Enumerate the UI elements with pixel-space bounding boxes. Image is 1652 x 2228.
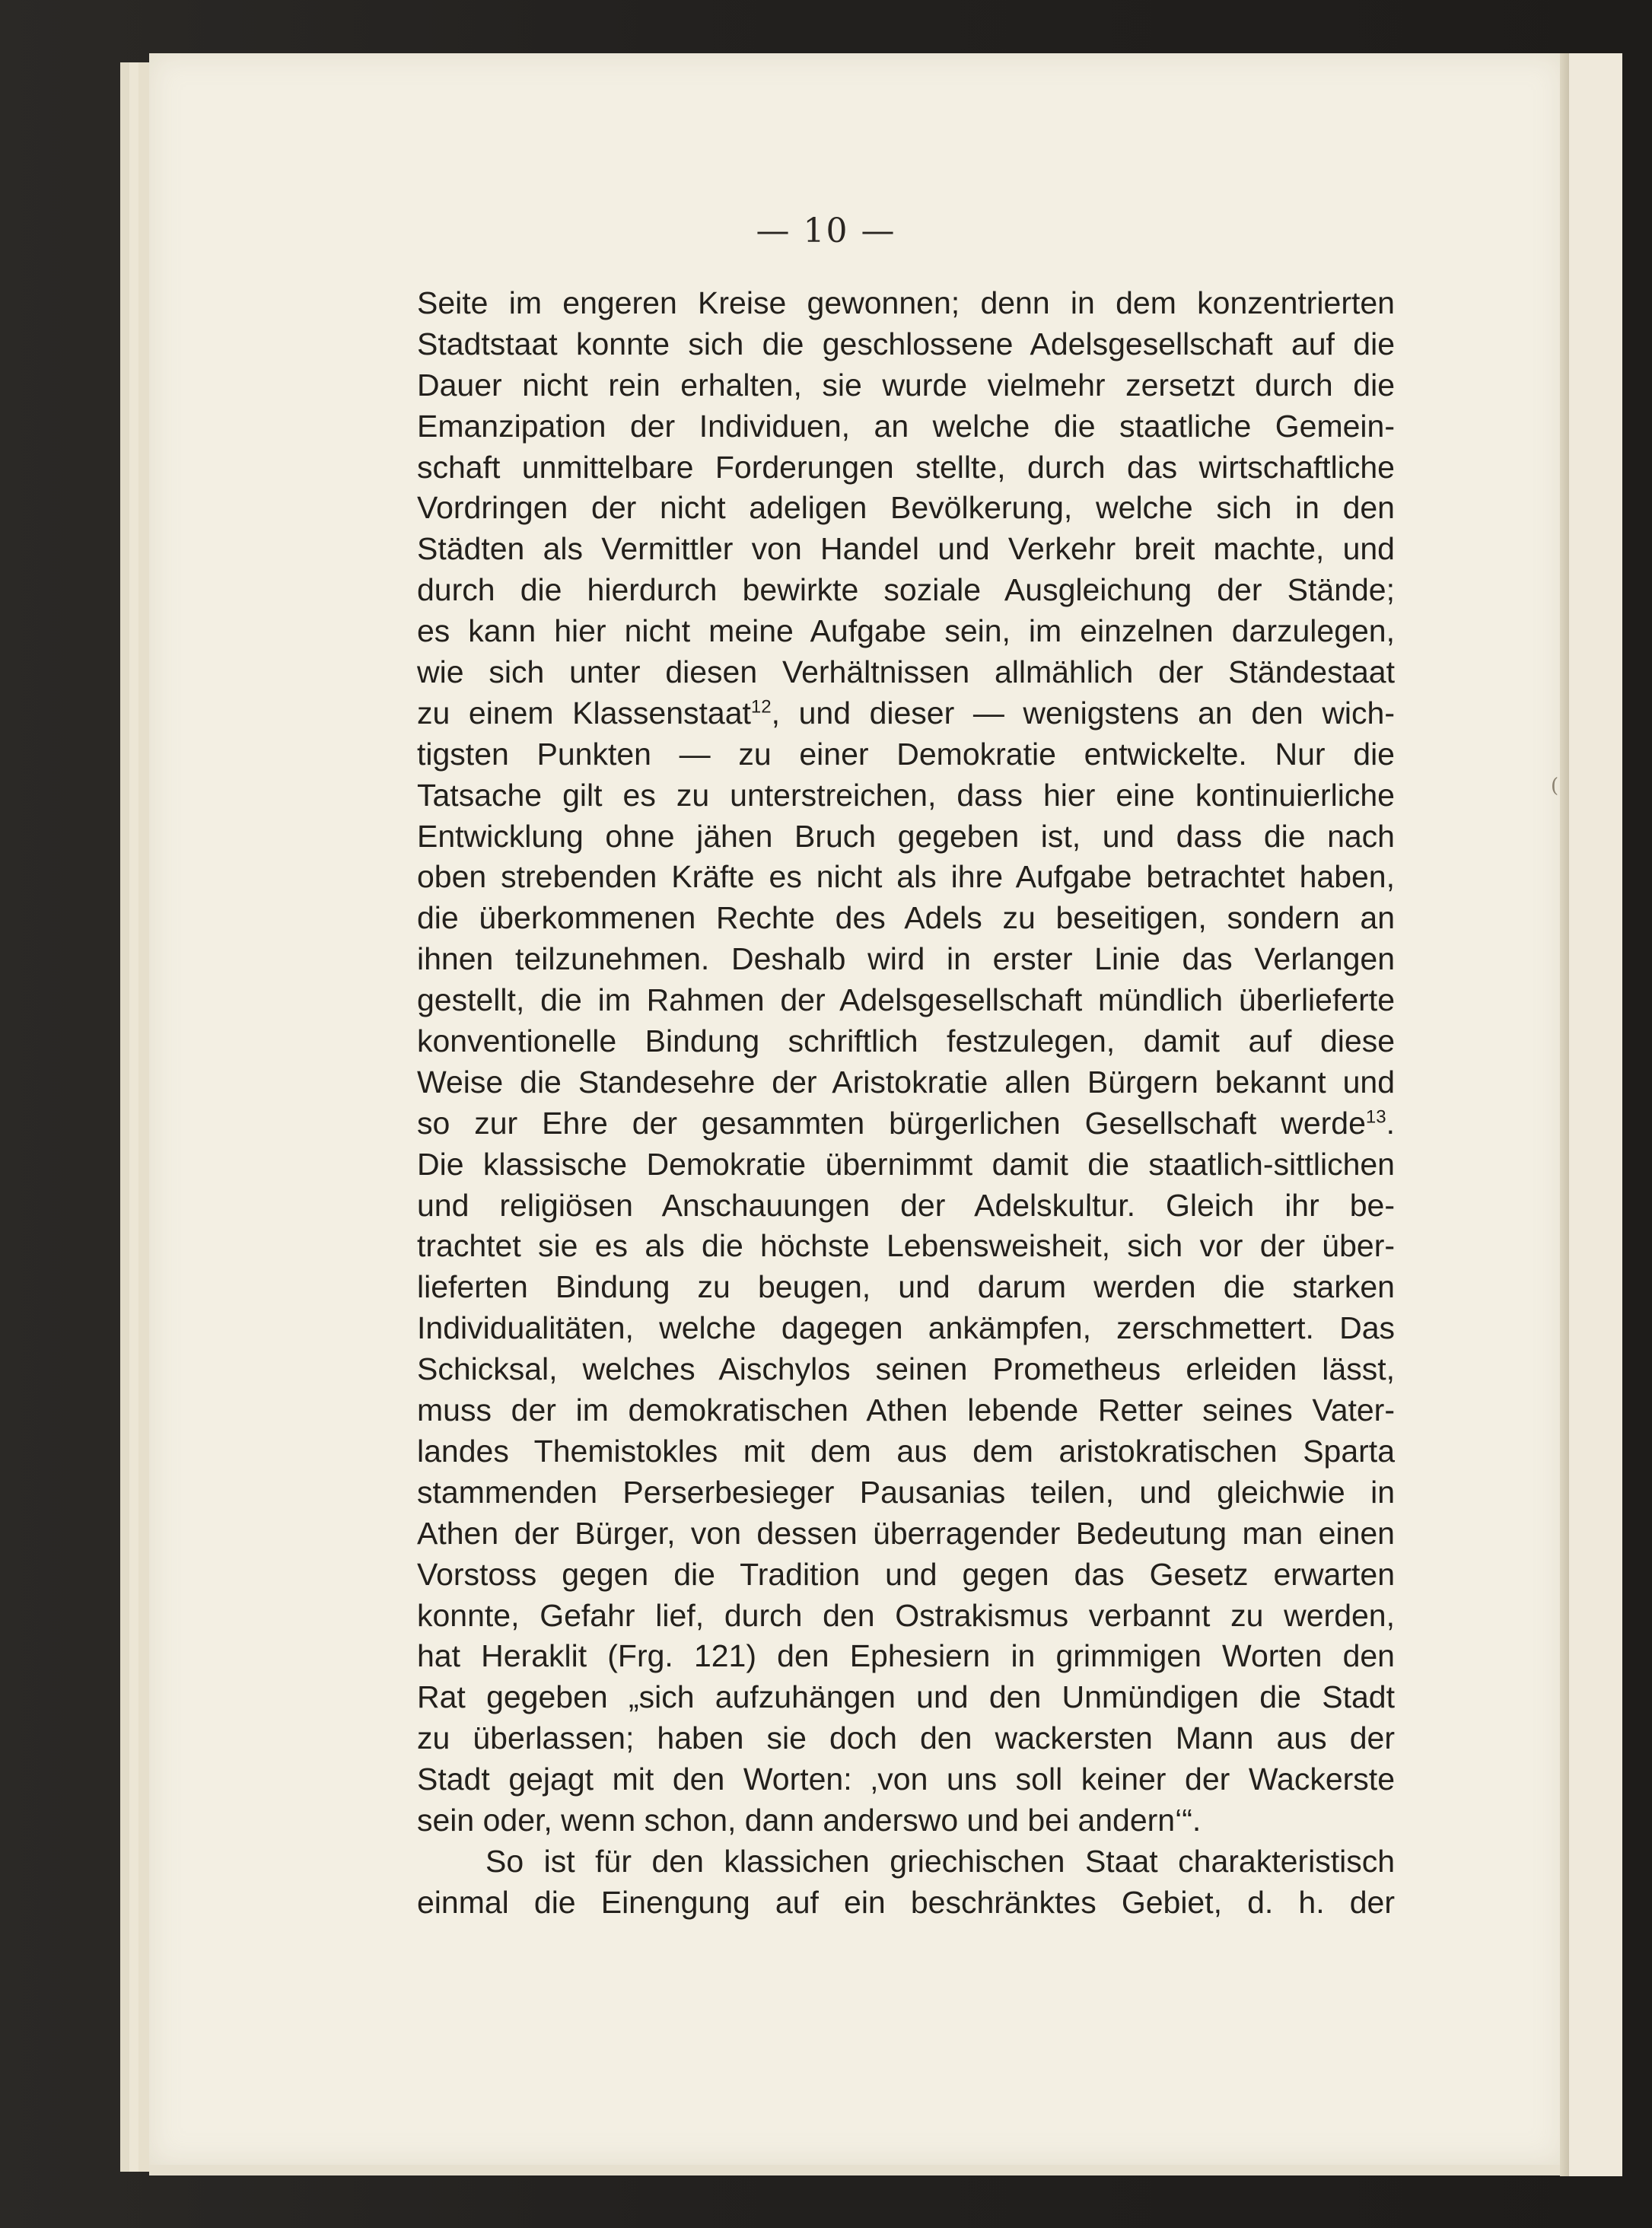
text-line: schaft unmittelbare Forderungen stellte, durch das wirtschaftliche [417, 449, 1395, 485]
text-line: zu überlassen; haben sie doch den wackersten Mann aus der [417, 1720, 1395, 1756]
text-line: Schicksal, welches Aischylos seinen Prometheus erleiden lässt, [417, 1351, 1395, 1387]
text-fragment: zu einem Klassenstaat [417, 695, 751, 730]
text-fragment: , und dieser — wenigstens an den wich- [771, 695, 1395, 730]
text-line: Seite im engeren Kreise gewonnen; denn in dem konzentrierten [417, 285, 1395, 320]
text-line: und religiösen Anschauungen der Adelskultur. Gleich ihr be- [417, 1187, 1395, 1223]
text-line: lieferten Bindung zu beugen, und darum werden die starken [417, 1269, 1395, 1305]
text-line: einmal die Einengung auf ein beschränktes Gebiet, d. h. der [417, 1884, 1395, 1920]
text-line [417, 1103, 1395, 1144]
text-line: Weise die Standesehre der Aristokratie allen Bürgern bekannt und [417, 1064, 1395, 1100]
text-line: sein oder, wenn schon, dann anderswo und bei andern‘“. [417, 1802, 1202, 1838]
page-bottom-edge [149, 2165, 1564, 2175]
text-line: Städten als Vermittler von Handel und Verkehr breit machte, und [417, 531, 1395, 567]
text-line: konnte, Gefahr lief, durch den Ostrakismus verbannt zu werden, [417, 1597, 1395, 1633]
text-line: konventionelle Bindung schriftlich festzulegen, damit auf diese [417, 1023, 1395, 1059]
text-line: Individualitäten, welche dagegen ankämpfen, zerschmettert. Das [417, 1310, 1395, 1346]
text-line: Rat gegeben „sich aufzuhängen und den Unmündigen die Stadt [417, 1679, 1395, 1715]
footnote-ref-12: 12 [750, 696, 772, 718]
text-line: Athen der Bürger, von dessen überragender Bedeutung man einen [417, 1515, 1395, 1551]
text-line: gestellt, die im Rahmen der Adelsgesellschaft mündlich überlieferte [417, 982, 1395, 1018]
text-line: Vordringen der nicht adeligen Bevölkerung, welche sich in den [417, 490, 1395, 526]
margin-mark: ( [1551, 775, 1559, 797]
book-gutter [1560, 53, 1569, 2176]
text-line: So ist für den klassichen griechischen Staat charakteristisch [485, 1843, 1395, 1879]
text-line [417, 693, 1395, 734]
text-line: Die klassische Demokratie übernimmt damit die staatlich-sittlichen [417, 1146, 1395, 1182]
text-line: ihnen teilzunehmen. Deshalb wird in erster Linie das Verlangen [417, 941, 1395, 977]
page-number: — 10 — [756, 212, 896, 250]
text-line: wie sich unter diesen Verhältnissen allmählich der Ständestaat [417, 654, 1395, 690]
text-line: oben strebenden Kräfte es nicht als ihre Aufgabe betrachtet haben, [417, 859, 1395, 895]
text-line: Entwicklung ohne jähen Bruch gegeben ist, und dass die nach [417, 818, 1395, 854]
text-fragment: so zur Ehre der gesammten bürgerlichen Gesellschaft werde [417, 1105, 1366, 1141]
text-line: es kann hier nicht meine Aufgabe sein, im einzelnen darzulegen, [417, 613, 1395, 649]
text-line: landes Themistokles mit dem aus dem aristokratischen Sparta [417, 1433, 1395, 1469]
text-line: durch die hierdurch bewirkte soziale Ausgleichung der Stände; [417, 572, 1395, 608]
text-line: Dauer nicht rein erhalten, sie wurde vielmehr zersetzt durch die [417, 367, 1395, 403]
text-line: die überkommenen Rechte des Adels zu beseitigen, sondern an [417, 900, 1395, 936]
text-line: trachtet sie es als die höchste Lebensweisheit, sich vor der über- [417, 1228, 1395, 1264]
text-line: Tatsache gilt es zu unterstreichen, dass hier eine kontinuierliche [417, 777, 1395, 813]
body-text [417, 283, 1395, 1924]
footnote-ref-13: 13 [1365, 1106, 1386, 1128]
text-line: Stadt gejagt mit den Worten: ‚von uns soll keiner der Wackerste [417, 1762, 1395, 1797]
text-line: Emanzipation der Individuen, an welche die staatliche Gemein- [417, 408, 1395, 444]
text-line: Vorstoss gegen die Tradition und gegen das Gesetz erwarten [417, 1556, 1395, 1592]
text-fragment: . [1386, 1105, 1395, 1141]
text-line: hat Heraklit (Frg. 121) den Ephesiern in grimmigen Worten den [417, 1638, 1395, 1674]
text-line: Stadtstaat konnte sich die geschlossene Adelsgesellschaft auf die [417, 326, 1395, 361]
text-line: stammenden Perserbesieger Pausanias teilen, und gleichwie in [417, 1474, 1395, 1510]
text-line: muss der im demokratischen Athen lebende Retter seines Vater- [417, 1392, 1395, 1428]
text-line: tigsten Punkten — zu einer Demokratie entwickelte. Nur die [417, 736, 1395, 772]
facing-page-edge [1569, 53, 1622, 2176]
